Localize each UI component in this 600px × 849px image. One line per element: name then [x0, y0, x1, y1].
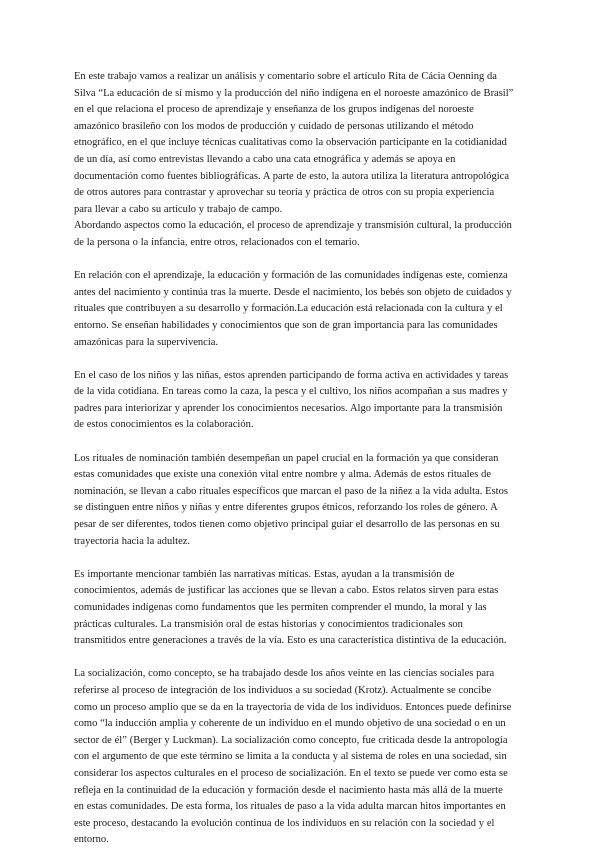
paragraph-topics: Abordando aspectos como la educación, el proceso de aprendizaje y transmisión cultural, la producción de la persona o la infancia, entre otros, relacionados con el temario.: [74, 220, 512, 248]
paragraph-gap: [74, 434, 514, 451]
paragraph-socialization: La socialización, como concepto, se ha trabajado desde los años veinte en las ciencias sociales para referirse al proceso de integración de los individuos a su sociedad (Krotz). Actualmente se concibe como un proceso amplio que se da en la trayectoria de vida de los individuos. Entonces puede definirse como “la inducción amplia y coherente de un individuo en el mundo objetivo de una sociedad o en un sector de él” (Berger y Luckman). La socialización como concepto, fue criticada desde la antropología con el argumento de que este término se limita a la conducta y al sistema de roles en una sociedad, sin considerar los aspectos culturales en el proceso de socialización. En el texto se puede ver como esta se refleja en la continuidad de la educación y formación desde el nacimiento hasta más allá de la muerte en estas comunidades. De esta forma, los rituales de paso a la vida adulta marcan hitos importantes en este proceso, destacando la evolución continua de los individuos en su relación con la sociedad y el entorno.: [74, 668, 512, 846]
paragraph-children: En el caso de los niños y las niñas, estos aprenden participando de forma activa en actividades y tareas de la vida cotidiana. En tareas como la caza, la pesca y el cultivo, los niños acompañan a sus madres y padres para interiorizar y aprender los conocimientos necesarios. Algo importante para la transmisión de estos conocimientos es la colaboración.: [74, 369, 509, 431]
paragraph-learning: En relación con el aprendizaje, la educación y formación de las comunidades indígenas este, comienza antes del nacimiento y continúa tras la muerte. Desde el nacimiento, los bebés son objeto de cuidados y rituales que contribuyen a su desarrollo y formación.La educación está relacionada con la cultura y el entorno. Se enseñan habilidades y conocimientos que son de gran importancia para las comunidades amazónicas para la supervivencia.: [74, 270, 512, 348]
paragraph-gap: [74, 550, 514, 567]
paragraph-myths: Es importante mencionar también las narrativas míticas. Estas, ayudan a la transmisión de conocimientos, además de justificar las acciones que se llevan a cabo. Estos relatos sirven para estas comunidades indígenas como fundamentos que les permiten comprender el mundo, la moral y las prácticas culturales. La transmisión oral de estas historias y conocimientos tradicionales son transmitidos entre generaciones a través de la vía. Esto es una característica distintiva de la educación.: [74, 568, 507, 647]
paragraph-rituals: Los rituales de nominación también desempeñan un papel crucial en la formación ya que consideran estas comunidades que existe una conexión vital entre nombre y alma. Además de estos rituales de nominación, se llevan a cabo rituales específicos que marcan el paso de la niñez a la vida adulta. Estos se distinguen entre niños y niñas y entre diferentes grupos étnicos, reforzando los roles de género. A pesar de ser diferentes, todos tienen como objetivo principal guiar el desarrollo de las personas en su trayectoria hacia la adultez.: [74, 452, 508, 547]
paragraph-gap: [74, 650, 514, 667]
paragraph-gap: [74, 252, 514, 269]
paragraph-introduction: En este trabajo vamos a realizar un análisis y comentario sobre el artículo Rita de Cácia Oenning da Silva “La educación de sí mismo y la producción del niño indígena en el noroeste amazónico de Brasil” en el que relaciona el proceso de aprendizaje y enseñanza de los grupos indígenas del noroeste amazónico brasileño con los modos de producción y cuidado de personas utilizando el método etnográfico, en el que incluye técnicas cualitativas como la observación participante en la cotidianidad de un día, así como entrevistas llevando a cabo una cata etnográfica y además se apoya en documentación como fuentes bibliográficas. A parte de esto, la autora utiliza la literatura antropológica de otros autores para contrastar y aprovechar su teoría y práctica de otros con su propia experiencia para llevar a cabo su artículo y trabajo de campo.: [74, 71, 514, 215]
paragraph-gap: [74, 351, 514, 368]
